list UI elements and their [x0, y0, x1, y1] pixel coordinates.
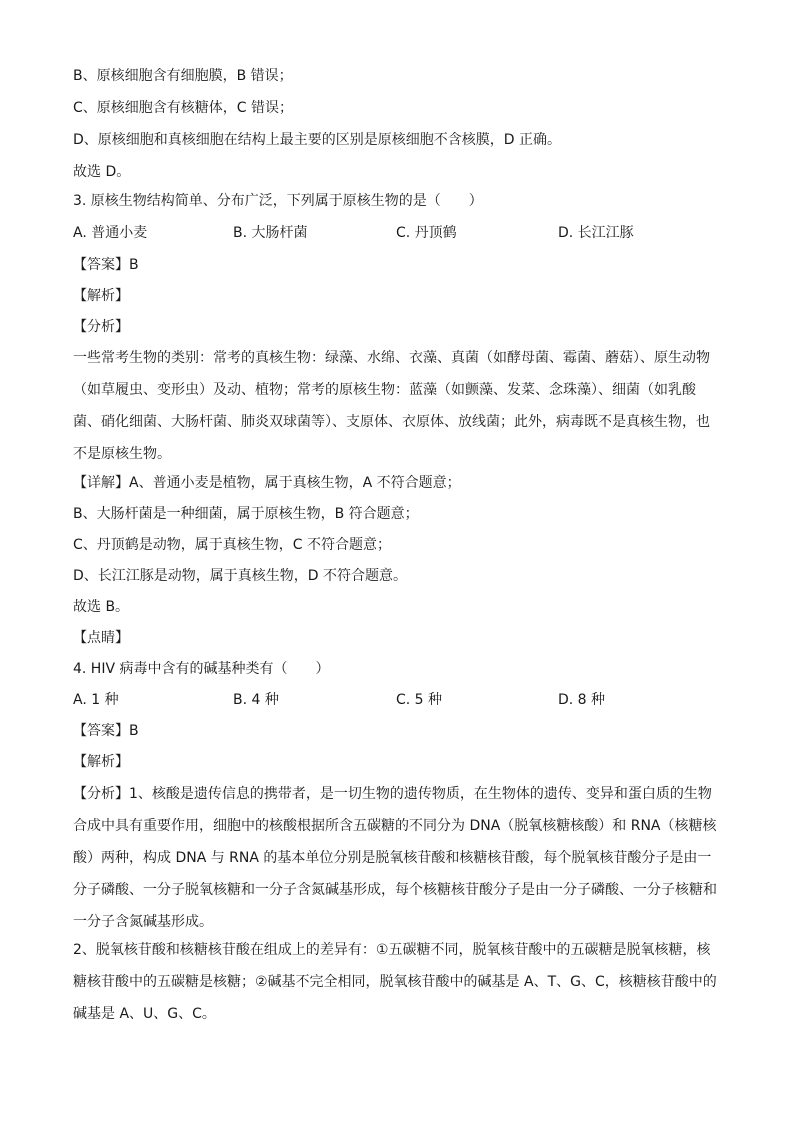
- option-a: A. 1 种: [73, 692, 119, 708]
- fenxi-tag: 【分析】: [73, 319, 129, 335]
- text-line: D、原核细胞和真核细胞在结构上最主要的区别是原核细胞不含核膜，D 正确。: [73, 132, 562, 148]
- fenxi-tag: 【分析】: [73, 786, 129, 802]
- fenxi-text: 1、核酸是遗传信息的携带者，是一切生物的遗传物质，在生物体的遗传、变异和蛋白质的生物合成中具有重要作用，细胞中的核酸根据所含五碳糖的不同分为 DNA（脱氧核糖核酸）和 RNA（核糖核酸）两种，构成 DNA 与 RNA 的基本单位分别是脱氧核苷酸和核糖核苷酸，每个脱氧核苷酸分子是由一分子磷酸、一分子脱氧核糖和一分子含氮碱基形成，每个核糖核苷酸分子是由一分子磷酸、一分子核糖和一分子含氮碱基形成。: [73, 786, 717, 930]
- detail-line-c: C、丹顶鹤是动物，属于真核生物，C 不符合题意；: [73, 537, 391, 553]
- text-line: B、原核细胞含有细胞膜，B 错误；: [73, 68, 293, 84]
- answer-line: [73, 721, 723, 741]
- question-4-options: [73, 690, 733, 710]
- answer-line: [73, 255, 723, 275]
- option-d: D. 8 种: [558, 692, 606, 708]
- detail-line-b: B、大肠杆菌是一种细菌，属于原核生物，B 符合题意；: [73, 506, 419, 522]
- analysis-tag: 【解析】: [73, 754, 129, 770]
- answer-tag: 【答案】: [73, 257, 129, 273]
- option-b: B. 大肠杆菌: [233, 225, 308, 241]
- text-line: C、原核细胞含有核糖体，C 错误；: [73, 100, 294, 116]
- detail-line-a: [73, 473, 723, 493]
- dianjing-tag: 【点睛】: [73, 630, 129, 646]
- option-c: C. 丹顶鹤: [396, 225, 457, 241]
- option-c: C. 5 种: [396, 692, 443, 708]
- text-line: 故选 D。: [73, 164, 131, 180]
- answer-tag: 【答案】: [73, 723, 129, 739]
- question-4-stem: 4. HIV 病毒中含有的碱基种类有（ ）: [73, 661, 330, 677]
- option-b: B. 4 种: [233, 692, 279, 708]
- detail-text: A、普通小麦是植物，属于真核生物，A 不符合题意；: [129, 475, 461, 491]
- pick-line: 故选 B。: [73, 599, 130, 615]
- option-a: A. 普通小麦: [73, 225, 148, 241]
- point-2-paragraph: 2、脱氧核苷酸和核糖核苷酸在组成上的差异有：①五碳糖不同，脱氧核苷酸中的五碳糖是脱氧核糖，核糖核苷酸中的五碳糖是核糖；②碱基不完全相同，脱氧核苷酸中的碱基是 A、T、G、C，核糖核苷酸中的碱基是 A、U、G、C。: [73, 942, 717, 1022]
- fenxi-paragraph: 一些常考生物的类别：常考的真核生物：绿藻、水绵、衣藻、真菌（如酵母菌、霉菌、蘑菇）、原生动物（如草履虫、变形虫）及动、植物；常考的原核生物：蓝藻（如颤藻、发菜、念珠藻）、细菌（如乳酸菌、硝化细菌、大肠杆菌、肺炎双球菌等）、支原体、衣原体、放线菌；此外，病毒既不是真核生物，也不是原核生物。: [73, 350, 710, 462]
- question-3-stem: 3. 原核生物结构简单、分布广泛，下列属于原核生物的是（ ）: [73, 193, 483, 209]
- detail-tag: 【详解】: [73, 475, 129, 491]
- option-d: D. 长江江豚: [558, 225, 634, 241]
- question-3-options: [73, 223, 733, 243]
- analysis-tag: 【解析】: [73, 288, 129, 304]
- answer-value: B: [129, 723, 139, 739]
- fenxi-paragraph: [73, 778, 723, 938]
- answer-value: B: [129, 257, 139, 273]
- detail-line-d: D、长江江豚是动物，属于真核生物，D 不符合题意。: [73, 568, 408, 584]
